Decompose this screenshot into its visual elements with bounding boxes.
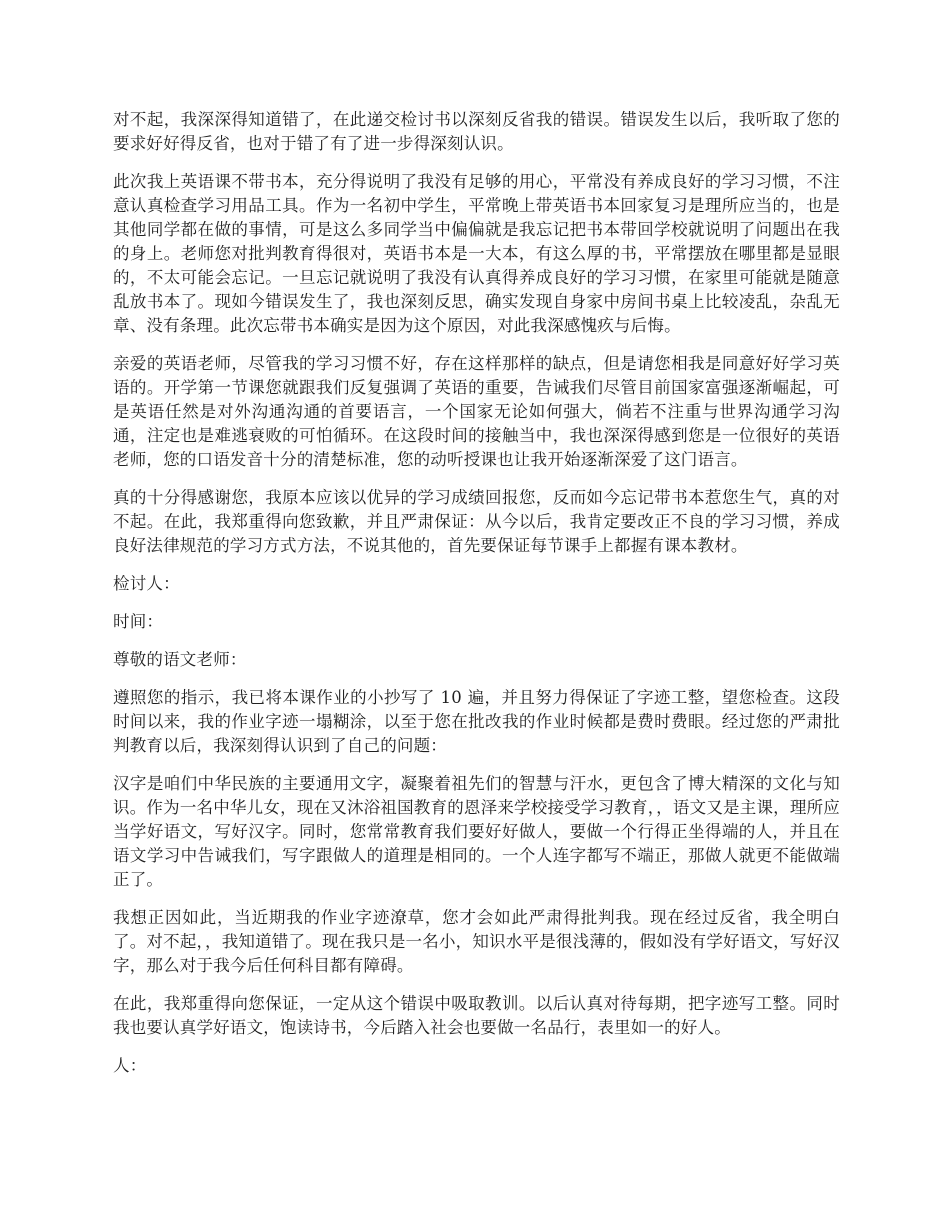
signature-line: 检讨人： [113, 574, 180, 593]
paragraph-thanks-pledge: 真的十分得感谢您，我原本应该以优异的学习成绩回报您，反而如今忘记带书本惹您生气，真的对不起。在此，我郑重得向您致歉，并且严肃保证：从今以后，我肯定要改正不良的学习习惯，养成良好法律规范的学习方式方法，不说其他的，首先要保证每节课手上都握有课本教材。 [113, 488, 840, 555]
document-page [113, 108, 840, 1092]
paragraph-reflection: 我想正因如此，当近期我的作业字迹潦草，您才会如此严肃得批判我。现在经过反省，我全明白了。对不起，，我知道错了。现在我只是一名小，知识水平是很浅薄的，假如没有学好语文，写好汉字，那么对于我今后任何科目都有障碍。 [113, 908, 840, 975]
paragraph-forgot-book: 此次我上英语课不带书本，充分得说明了我没有足够的用心，平常没有养成良好的学习习惯，不注意认真检查学习用品工具。作为一名初中学生，平常晚上带英语书本回家复习是理所应当的，也是其他同学都在做的事情，可是这么多同学当中偏偏就是我忘记把书本带回学校就说明了问题出在我的身上。老师您对批判教育得很对，英语书本是一大本，有这么厚的书，平常摆放在哪里都是显眼的，不太可能会忘记。一旦忘记就说明了我没有认真得养成良好的学习习惯，在家里可能就是随意乱放书本了。现如今错误发生了，我也深刻反思，确实发现自身家中房间书桌上比较凌乱，杂乱无章、没有条理。此次忘带书本确实是因为这个原因，对此我深感愧疚与后悔。 [113, 172, 840, 335]
paragraph-apology-intro: 对不起，我深深得知道错了，在此递交检讨书以深刻反省我的错误。错误发生以后，我听取了您的要求好好得反省，也对于错了有了进一步得深刻认识。 [113, 110, 840, 153]
closing-line: 人： [113, 1056, 147, 1075]
paragraph-homework: 遵照您的指示，我已将本课作业的小抄写了 10 遍，并且努力得保证了字迹工整，望您检查。这段时间以来，我的作业字迹一塌糊涂，以至于您在批改我的作业时候都是费时费眼。经过您的严肃批判教育以后，我深刻得认识到了自己的问题： [113, 688, 840, 755]
paragraph-chinese-characters: 汉字是咱们中华民族的主要通用文字，凝聚着祖先们的智慧与汗水，更包含了博大精深的文化与知识。作为一名中华儿女，现在又沐浴祖国教育的恩泽来学校接受学习教育，，语文又是主课，理所应当学好语文，写好汉字。同时，您常常教育我们要好好做人，要做一个行得正坐得端的人，并且在语文学习中告诫我们，写字跟做人的道理是相同的。一个人连字都写不端正，那做人就更不能做端正了。 [113, 774, 840, 889]
paragraph-english-teacher: 亲爱的英语老师，尽管我的学习习惯不好，存在这样那样的缺点，但是请您相我是同意好好学习英语的。开学第一节课您就跟我们反复强调了英语的重要，告诫我们尽管目前国家富强逐渐崛起，可是英语任然是对外沟通沟通的首要语言，一个国家无论如何强大，倘若不注重与世界沟通学习沟通，注定也是难逃衰败的可怕循环。在这段时间的接触当中，我也深深得感到您是一位很好的英语老师，您的口语发音十分的清楚标准，您的动听授课也让我开始逐渐深爱了这门语言。 [113, 354, 840, 469]
salutation-line: 尊敬的语文老师： [113, 650, 247, 669]
date-line: 时间： [113, 612, 164, 631]
paragraph-promise: 在此，我郑重得向您保证，一定从这个错误中吸取教训。以后认真对待每期，把字迹写工整。同时我也要认真学好语文，饱读诗书，今后踏入社会也要做一名品行，表里如一的好人。 [113, 994, 840, 1037]
